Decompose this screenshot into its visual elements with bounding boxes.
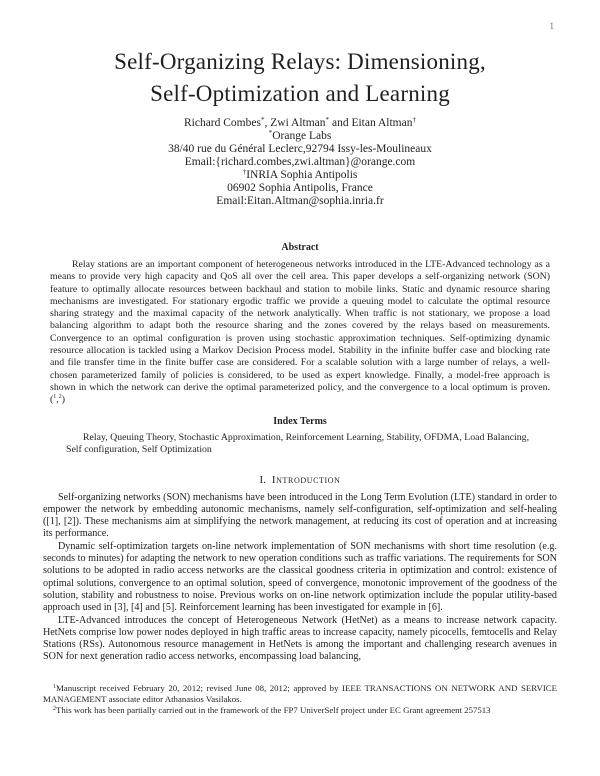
affiliation-block (0, 130, 600, 208)
orange-labs-name: Orange Labs (272, 130, 332, 142)
footnote-2 (43, 705, 557, 716)
orange-labs-line (0, 130, 600, 143)
author-1: Richard Combes (183, 117, 261, 129)
author-2-affiliation-mark: * (325, 116, 330, 124)
intro-paragraph-2: Dynamic self-optimization targets on-line network implementation of SON mechanisms with short time resolution (e.g. seconds to minutes) for adapting the network to new operation conditions such as traffic variations. The requirements for SON solutions to be adopted in radio access networks are the classical goodness criteria in optimization and control: existence of optimal solutions, convergence to an optimal solution, speed of convergence, monotonic improvement of the goodness of the solution, stability and robustness to noise. Previous works on on-line network optimization include the popular utility-based approach used in [3], [4] and [5]. Reinforcement learning has been investigated for example in [6]. (43, 540, 557, 614)
inria-mark: † (242, 168, 247, 176)
section-heading-introduction (0, 474, 600, 487)
author-2: Zwi Altman (270, 117, 326, 129)
abstract-text (50, 259, 550, 407)
abstract-ref-close: ) (61, 394, 66, 406)
abstract-ref-separator: , (56, 394, 59, 406)
author-line (0, 117, 600, 130)
section-title: Introduction (271, 473, 341, 486)
author-1-affiliation-mark: * (260, 116, 265, 124)
page-number: 1 (549, 21, 554, 31)
inria-line (0, 169, 600, 182)
footnote-1-text: Manuscript received February 20, 2012; revised June 08, 2012; approved by IEEE TRANSACTIONS ON NETWORK AND SERVICE MANAGEMENT associate editor Athanasios Vasilakos. (43, 682, 557, 704)
section-number: I. (259, 473, 266, 486)
author-3-affiliation-mark: † (412, 116, 417, 124)
intro-paragraph-1: Self-organizing networks (SON) mechanisms have been introduced in the Long Term Evolution (LTE) standard in order to empower the network by embedding autonomic mechanisms, namely self-configuration, self-optimization and self-healing ([1], [2]). These mechanisms aim at simplifying the network management, at reducing its cost of operation and at increasing its performance. (43, 491, 557, 540)
abstract-heading: Abstract (281, 242, 319, 253)
inria-email: Email:Eitan.Altman@sophia.inria.fr (216, 195, 384, 207)
footnote-1 (43, 683, 557, 705)
abstract-footnote-ref-2: 2 (58, 394, 62, 401)
author-separator-1: , (264, 117, 271, 129)
abstract-paragraph: Relay stations are an important component of heterogeneous networks introduced in the LTE-Advanced technology as a means to provide very high capacity and QoS all over the cell area. This paper develops a self-organizing network (SON) feature to optimally allocate resources between backhaul and station to mobile links. Static and dynamic resource sharing mechanisms are investigated. For stationary ergodic traffic we provide a queuing model to calculate the optimal resource sharing strategy and the maximal capacity of the network analytically. When traffic is not stationary, we propose a load balancing algorithm to adapt both the resource sharing and the zones covered by the relays based on measurements. Convergence to an optimal configuration is proven using stochastic approximation techniques. Self-optimizing dynamic resource allocation is tackled using a Markov Decision Process model. Stability in the infinite buffer case and blocking rate and file transfer time in the finite buffer case are considered. For a scalable solution with a large number of relays, a well-chosen parameterized family of policies is considered, to be used as expert knowledge. Finally, a model-free approach is shown in which the network can derive the optimal parameterized policy, and the convergence to a local optimum is proven. (50, 259, 550, 393)
author-separator-2: and (329, 117, 352, 129)
index-terms-heading: Index Terms (273, 415, 327, 427)
author-3: Eitan Altman (351, 117, 413, 129)
title-line-1: Self-Organizing Relays: Dimensioning, (114, 49, 486, 74)
inria-address: 06902 Sophia Antipolis, France (227, 182, 373, 194)
abstract-ref-open: ( (50, 394, 54, 406)
paper-title (40, 46, 560, 110)
footnote-1-mark: 1 (53, 683, 56, 690)
abstract-footnote-ref-1: 1 (53, 394, 57, 401)
footnote-2-mark: 2 (53, 705, 56, 712)
footnote-block (0, 683, 600, 716)
inria-name: INRIA Sophia Antipolis (246, 169, 358, 181)
title-line-2: Self-Optimization and Learning (150, 81, 450, 106)
footnote-2-text: This work has been partially carried out in the framework of the FP7 UniverSelf project under EC Grant agreement 257513 (55, 704, 491, 715)
index-terms-text: Relay, Queuing Theory, Stochastic Approximation, Reinforcement Learning, Stability, OFDMA, Load Balancing, Self configuration, Self Optimization (66, 431, 530, 456)
orange-email: Email:{richard.combes,zwi.altman}@orange.com (184, 156, 416, 168)
orange-address: 38/40 rue du Général Leclerc,92794 Issy-les-Moulineaux (168, 143, 432, 155)
orange-labs-mark: * (268, 129, 273, 137)
intro-paragraph-3: LTE-Advanced introduces the concept of Heterogeneous Network (HetNet) as a means to increase network capacity. HetNets comprise low power nodes deployed in high traffic areas to increase capacity, namely picocells, femtocells and Relay Stations (RSs). Autonomous resource management in HetNets is among the important and challenging research avenues in SON for next generation radio access networks, encompassing load balancing, (43, 614, 557, 663)
